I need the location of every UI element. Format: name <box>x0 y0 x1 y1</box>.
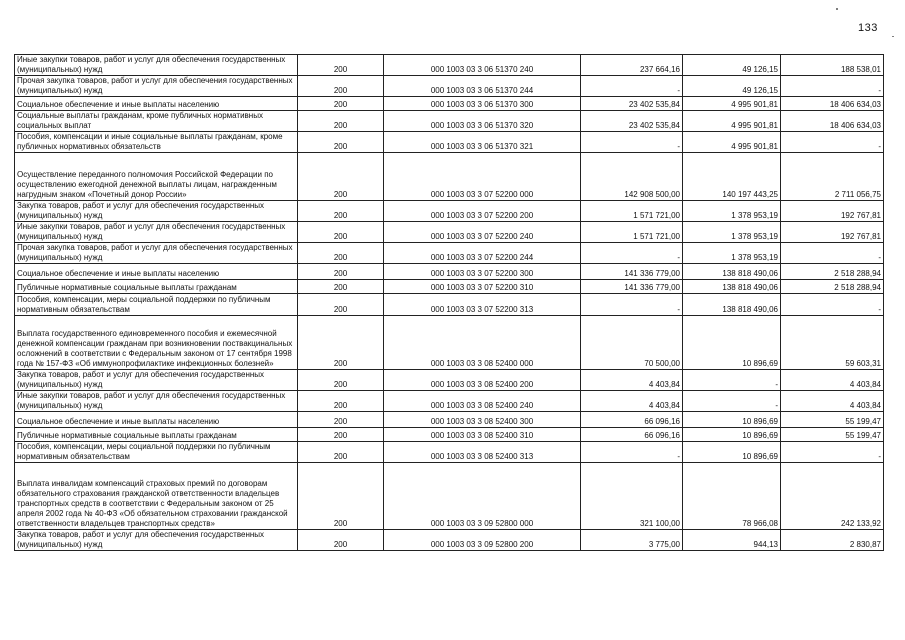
row-budget-code: 000 1003 03 3 07 52200 244 <box>384 243 581 264</box>
row-budget-code: 000 1003 03 3 06 51370 321 <box>384 132 581 153</box>
row-value-remaining: - <box>781 132 884 153</box>
row-name: Закупка товаров, работ и услуг для обеспечения государственных (муниципальных) нужд <box>15 370 298 391</box>
row-budget-code: 000 1003 03 3 09 52800 000 <box>384 463 581 530</box>
row-name: Иные закупки товаров, работ и услуг для обеспечения государственных (муниципальных) нужд <box>15 391 298 412</box>
table-row <box>15 222 884 243</box>
row-value-remaining: 4 403,84 <box>781 370 884 391</box>
row-value-remaining: 188 538,01 <box>781 55 884 76</box>
table-row <box>15 76 884 97</box>
table-row <box>15 391 884 412</box>
table-row <box>15 55 884 76</box>
row-value-remaining: - <box>781 76 884 97</box>
row-value-executed: 78 966,08 <box>683 463 781 530</box>
row-name: Выплата государственного единовременного пособия и ежемесячной денежной компенсации гражданам при возникновении поствакцинальных осложнений в соответствии с Федеральным законом от 17 сентября 1998 года № 157-ФЗ «Об иммунопрофилактике инфекционных болезней» <box>15 316 298 370</box>
row-budget-code: 000 1003 03 3 07 52200 000 <box>384 153 581 201</box>
row-admin-code: 200 <box>298 391 384 412</box>
row-admin-code: 200 <box>298 412 384 428</box>
row-value-remaining: 2 518 288,94 <box>781 264 884 280</box>
row-value-executed: 10 896,69 <box>683 428 781 442</box>
row-value-executed: 944,13 <box>683 530 781 551</box>
row-budget-code: 000 1003 03 3 08 52400 000 <box>384 316 581 370</box>
row-admin-code: 200 <box>298 76 384 97</box>
row-value-remaining: 192 767,81 <box>781 201 884 222</box>
row-value-remaining: - <box>781 243 884 264</box>
row-value-executed: 10 896,69 <box>683 316 781 370</box>
row-admin-code: 200 <box>298 97 384 111</box>
row-budget-code: 000 1003 03 3 06 51370 320 <box>384 111 581 132</box>
row-value-assigned: 142 908 500,00 <box>581 153 683 201</box>
table-row <box>15 530 884 551</box>
row-admin-code: 200 <box>298 222 384 243</box>
row-value-remaining: 4 403,84 <box>781 391 884 412</box>
table-row <box>15 97 884 111</box>
row-name: Осуществление переданного полномочия Российской Федерации по осуществлению ежегодной денежной выплаты лицам, награжденным нагрудным знаком «Почетный донор России» <box>15 153 298 201</box>
row-value-assigned: 3 775,00 <box>581 530 683 551</box>
row-value-executed: 10 896,69 <box>683 442 781 463</box>
row-name: Пособия, компенсации, меры социальной поддержки по публичным нормативным обязательствам <box>15 294 298 316</box>
row-budget-code: 000 1003 03 3 07 52200 313 <box>384 294 581 316</box>
row-value-executed: - <box>683 391 781 412</box>
table-row <box>15 463 884 530</box>
row-value-remaining: 55 199,47 <box>781 428 884 442</box>
row-value-remaining: 55 199,47 <box>781 412 884 428</box>
row-budget-code: 000 1003 03 3 08 52400 300 <box>384 412 581 428</box>
table-row <box>15 111 884 132</box>
row-value-assigned: 66 096,16 <box>581 428 683 442</box>
row-value-executed: 140 197 443,25 <box>683 153 781 201</box>
table-row <box>15 153 884 201</box>
row-value-executed: 49 126,15 <box>683 55 781 76</box>
row-budget-code: 000 1003 03 3 07 52200 240 <box>384 222 581 243</box>
table-row <box>15 294 884 316</box>
row-admin-code: 200 <box>298 294 384 316</box>
row-value-remaining: 2 711 056,75 <box>781 153 884 201</box>
row-budget-code: 000 1003 03 3 06 51370 240 <box>384 55 581 76</box>
row-budget-code: 000 1003 03 3 06 51370 244 <box>384 76 581 97</box>
row-value-remaining: 2 518 288,94 <box>781 280 884 294</box>
row-admin-code: 200 <box>298 153 384 201</box>
row-value-assigned: 141 336 779,00 <box>581 264 683 280</box>
row-value-executed: 1 378 953,19 <box>683 243 781 264</box>
budget-table-body <box>15 55 884 551</box>
row-value-assigned: 23 402 535,84 <box>581 97 683 111</box>
row-value-assigned: 70 500,00 <box>581 316 683 370</box>
row-value-remaining: 18 406 634,03 <box>781 97 884 111</box>
row-name: Иные закупки товаров, работ и услуг для обеспечения государственных (муниципальных) нужд <box>15 222 298 243</box>
row-value-executed: 49 126,15 <box>683 76 781 97</box>
row-value-remaining: 192 767,81 <box>781 222 884 243</box>
row-budget-code: 000 1003 03 3 08 52400 313 <box>384 442 581 463</box>
page-number: 133 <box>858 22 878 34</box>
row-value-remaining: 59 603,31 <box>781 316 884 370</box>
table-row <box>15 280 884 294</box>
scan-speck <box>836 8 838 10</box>
row-budget-code: 000 1003 03 3 07 52200 200 <box>384 201 581 222</box>
row-admin-code: 200 <box>298 280 384 294</box>
row-budget-code: 000 1003 03 3 07 52200 300 <box>384 264 581 280</box>
row-name: Публичные нормативные социальные выплаты гражданам <box>15 280 298 294</box>
row-value-assigned: 4 403,84 <box>581 370 683 391</box>
row-name: Социальные выплаты гражданам, кроме публичных нормативных социальных выплат <box>15 111 298 132</box>
row-value-assigned: - <box>581 243 683 264</box>
row-value-executed: 1 378 953,19 <box>683 201 781 222</box>
row-value-assigned: 1 571 721,00 <box>581 222 683 243</box>
row-admin-code: 200 <box>298 243 384 264</box>
row-name: Прочая закупка товаров, работ и услуг для обеспечения государственных (муниципальных) нужд <box>15 76 298 97</box>
row-admin-code: 200 <box>298 316 384 370</box>
row-name: Публичные нормативные социальные выплаты гражданам <box>15 428 298 442</box>
row-admin-code: 200 <box>298 264 384 280</box>
row-value-executed: 138 818 490,06 <box>683 264 781 280</box>
row-value-assigned: 4 403,84 <box>581 391 683 412</box>
table-row <box>15 201 884 222</box>
row-admin-code: 200 <box>298 442 384 463</box>
row-value-assigned: - <box>581 442 683 463</box>
row-value-executed: 1 378 953,19 <box>683 222 781 243</box>
row-name: Прочая закупка товаров, работ и услуг для обеспечения государственных (муниципальных) нужд <box>15 243 298 264</box>
table-row <box>15 370 884 391</box>
row-admin-code: 200 <box>298 370 384 391</box>
row-budget-code: 000 1003 03 3 08 52400 200 <box>384 370 581 391</box>
row-budget-code: 000 1003 03 3 08 52400 240 <box>384 391 581 412</box>
row-budget-code: 000 1003 03 3 06 51370 300 <box>384 97 581 111</box>
row-value-assigned: - <box>581 76 683 97</box>
row-budget-code: 000 1003 03 3 08 52400 310 <box>384 428 581 442</box>
row-value-remaining: 242 133,92 <box>781 463 884 530</box>
row-name: Социальное обеспечение и иные выплаты населению <box>15 97 298 111</box>
row-name: Иные закупки товаров, работ и услуг для обеспечения государственных (муниципальных) нужд <box>15 55 298 76</box>
row-value-remaining: - <box>781 442 884 463</box>
scan-speck <box>892 36 894 37</box>
row-value-executed: 138 818 490,06 <box>683 280 781 294</box>
row-value-executed: 10 896,69 <box>683 412 781 428</box>
row-value-executed: 138 818 490,06 <box>683 294 781 316</box>
row-name: Социальное обеспечение и иные выплаты населению <box>15 264 298 280</box>
row-value-remaining: 18 406 634,03 <box>781 111 884 132</box>
table-row <box>15 442 884 463</box>
row-value-assigned: - <box>581 132 683 153</box>
row-value-assigned: 23 402 535,84 <box>581 111 683 132</box>
row-value-assigned: - <box>581 294 683 316</box>
table-row <box>15 243 884 264</box>
budget-table <box>14 54 884 551</box>
table-row <box>15 316 884 370</box>
row-value-executed: 4 995 901,81 <box>683 111 781 132</box>
row-value-assigned: 1 571 721,00 <box>581 201 683 222</box>
row-value-assigned: 237 664,16 <box>581 55 683 76</box>
row-name: Закупка товаров, работ и услуг для обеспечения государственных (муниципальных) нужд <box>15 530 298 551</box>
row-admin-code: 200 <box>298 530 384 551</box>
row-value-executed: 4 995 901,81 <box>683 132 781 153</box>
row-budget-code: 000 1003 03 3 09 52800 200 <box>384 530 581 551</box>
row-name: Социальное обеспечение и иные выплаты населению <box>15 412 298 428</box>
table-row <box>15 412 884 428</box>
row-name: Выплата инвалидам компенсаций страховых премий по договорам обязательного страхования гражданской ответственности владельцев транспортных средств в соответствии с Федеральным законом от 25 апреля 2002 года № 40-ФЗ «Об обязательном страховании гражданской ответственности владельцев транспортных средств» <box>15 463 298 530</box>
row-value-executed: - <box>683 370 781 391</box>
row-name: Закупка товаров, работ и услуг для обеспечения государственных (муниципальных) нужд <box>15 201 298 222</box>
row-admin-code: 200 <box>298 201 384 222</box>
row-name: Пособия, компенсации и иные социальные выплаты гражданам, кроме публичных нормативных обязательств <box>15 132 298 153</box>
row-value-executed: 4 995 901,81 <box>683 97 781 111</box>
table-row <box>15 428 884 442</box>
row-admin-code: 200 <box>298 111 384 132</box>
row-budget-code: 000 1003 03 3 07 52200 310 <box>384 280 581 294</box>
row-name: Пособия, компенсации, меры социальной поддержки по публичным нормативным обязательствам <box>15 442 298 463</box>
row-value-remaining: 2 830,87 <box>781 530 884 551</box>
row-admin-code: 200 <box>298 428 384 442</box>
row-value-assigned: 66 096,16 <box>581 412 683 428</box>
table-row <box>15 132 884 153</box>
row-admin-code: 200 <box>298 55 384 76</box>
row-value-remaining: - <box>781 294 884 316</box>
row-admin-code: 200 <box>298 132 384 153</box>
row-value-assigned: 141 336 779,00 <box>581 280 683 294</box>
row-admin-code: 200 <box>298 463 384 530</box>
row-value-assigned: 321 100,00 <box>581 463 683 530</box>
table-row <box>15 264 884 280</box>
